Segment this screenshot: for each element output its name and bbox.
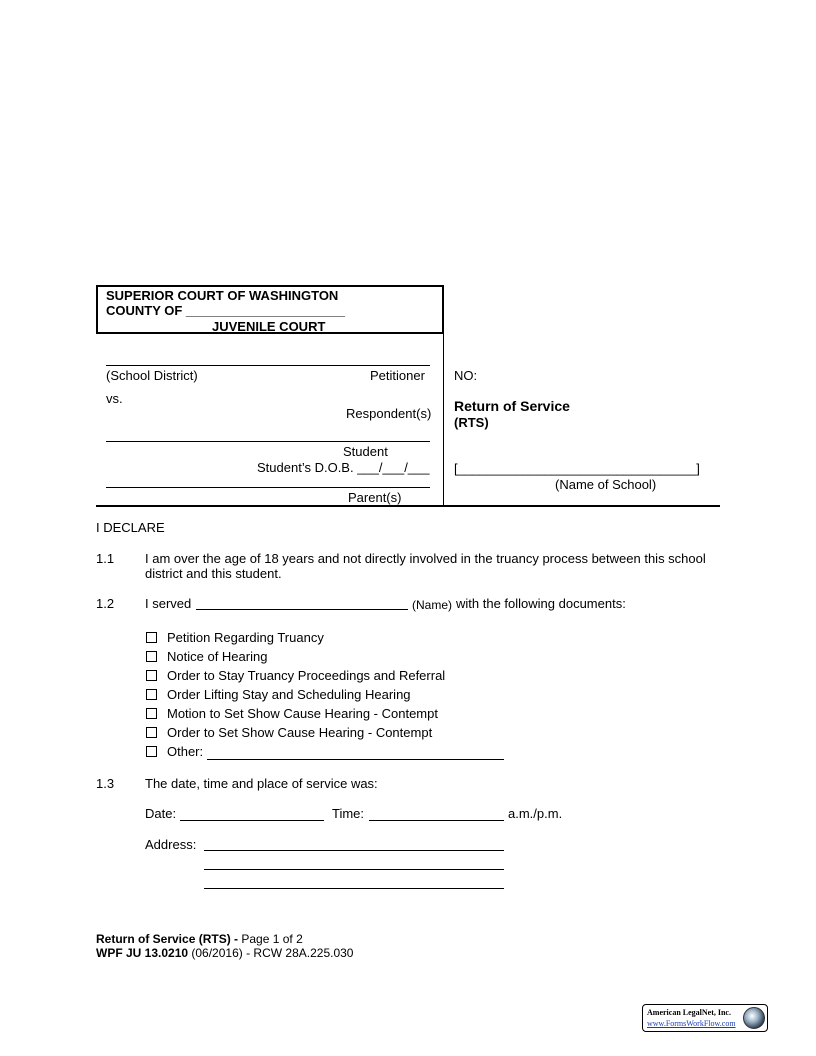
document-title: Return of Service xyxy=(454,398,570,414)
document-item-order-show-cause: Order to Set Show Cause Hearing - Contempt xyxy=(167,725,433,740)
time-field-line[interactable] xyxy=(369,820,504,821)
address-line-1[interactable] xyxy=(204,850,504,851)
document-abbrev: (RTS) xyxy=(454,415,489,430)
section-1-2-number: 1.2 xyxy=(96,596,115,611)
document-item-petition: Petition Regarding Truancy xyxy=(167,630,324,645)
publisher-name: American LegalNet, Inc. xyxy=(647,1008,731,1017)
student-label: Student xyxy=(343,444,388,459)
caption-divider xyxy=(443,334,444,506)
checkbox-order-lifting-stay[interactable] xyxy=(146,689,157,700)
petitioner-label: Petitioner xyxy=(370,368,425,383)
respondents-label: Respondent(s) xyxy=(346,406,432,421)
checkbox-other[interactable] xyxy=(146,746,157,757)
parents-label: Parent(s) xyxy=(348,490,402,505)
served-name-label: (Name) xyxy=(412,598,453,612)
time-label: Time: xyxy=(332,806,365,821)
served-name-line[interactable] xyxy=(196,609,408,610)
section-1-1-text-line2: district and this student. xyxy=(145,566,282,581)
footer-page-info xyxy=(96,932,303,946)
section-1-3-text: The date, time and place of service was: xyxy=(145,776,378,791)
footer-form-citation: (06/2016) - RCW 28A.225.030 xyxy=(188,946,354,960)
served-documents-text: with the following documents: xyxy=(456,596,626,611)
school-name-blank: [_________________________________] xyxy=(454,461,700,476)
document-item-order-to-stay: Order to Stay Truancy Proceedings and Referral xyxy=(167,668,446,683)
date-label: Date: xyxy=(145,806,177,821)
school-district-line xyxy=(106,365,430,366)
globe-icon xyxy=(743,1007,765,1029)
case-number-label: NO: xyxy=(454,368,478,383)
address-line-3[interactable] xyxy=(204,888,504,889)
checkbox-order-show-cause[interactable] xyxy=(146,727,157,738)
juvenile-court-label: JUVENILE COURT xyxy=(212,319,326,334)
address-line-2[interactable] xyxy=(204,869,504,870)
student-line xyxy=(106,441,430,442)
document-item-other: Other: xyxy=(167,744,204,759)
checkbox-order-to-stay[interactable] xyxy=(146,670,157,681)
court-name: SUPERIOR COURT OF WASHINGTON xyxy=(106,288,339,303)
document-item-motion-show-cause: Motion to Set Show Cause Hearing - Contempt xyxy=(167,706,438,721)
footer-page-number: Page 1 of 2 xyxy=(238,932,303,946)
checkbox-petition[interactable] xyxy=(146,632,157,643)
date-field-line[interactable] xyxy=(180,820,324,821)
section-1-1-text-line1: I am over the age of 18 years and not directly involved in the truancy process between this school xyxy=(145,551,706,566)
footer-title: Return of Service (RTS) - xyxy=(96,932,239,946)
document-item-order-lifting-stay: Order Lifting Stay and Scheduling Hearing xyxy=(167,687,411,702)
section-1-3-number: 1.3 xyxy=(96,776,115,791)
school-name-label: (Name of School) xyxy=(555,477,657,492)
section-1-1-number: 1.1 xyxy=(96,551,115,566)
student-dob-field: Student’s D.O.B. ___/___/___ xyxy=(257,460,430,475)
parents-line xyxy=(106,487,430,488)
vs-label: vs. xyxy=(106,391,123,406)
publisher-url[interactable]: www.FormsWorkFlow.com xyxy=(647,1019,736,1028)
footer-form-info xyxy=(96,946,353,960)
school-district-label: (School District) xyxy=(106,368,198,383)
checkbox-motion-show-cause[interactable] xyxy=(146,708,157,719)
served-label: I served xyxy=(145,596,192,611)
ampm-label: a.m./p.m. xyxy=(508,806,563,821)
publisher-logo[interactable] xyxy=(642,1004,768,1032)
address-label: Address: xyxy=(145,837,197,852)
county-field: COUNTY OF ______________________ xyxy=(106,303,345,318)
footer-form-number: WPF JU 13.0210 xyxy=(96,946,189,960)
caption-bottom-rule xyxy=(96,505,720,507)
document-item-notice-of-hearing: Notice of Hearing xyxy=(167,649,268,664)
declare-heading: I DECLARE xyxy=(96,520,165,535)
checkbox-notice-of-hearing[interactable] xyxy=(146,651,157,662)
other-document-line[interactable] xyxy=(207,759,504,760)
